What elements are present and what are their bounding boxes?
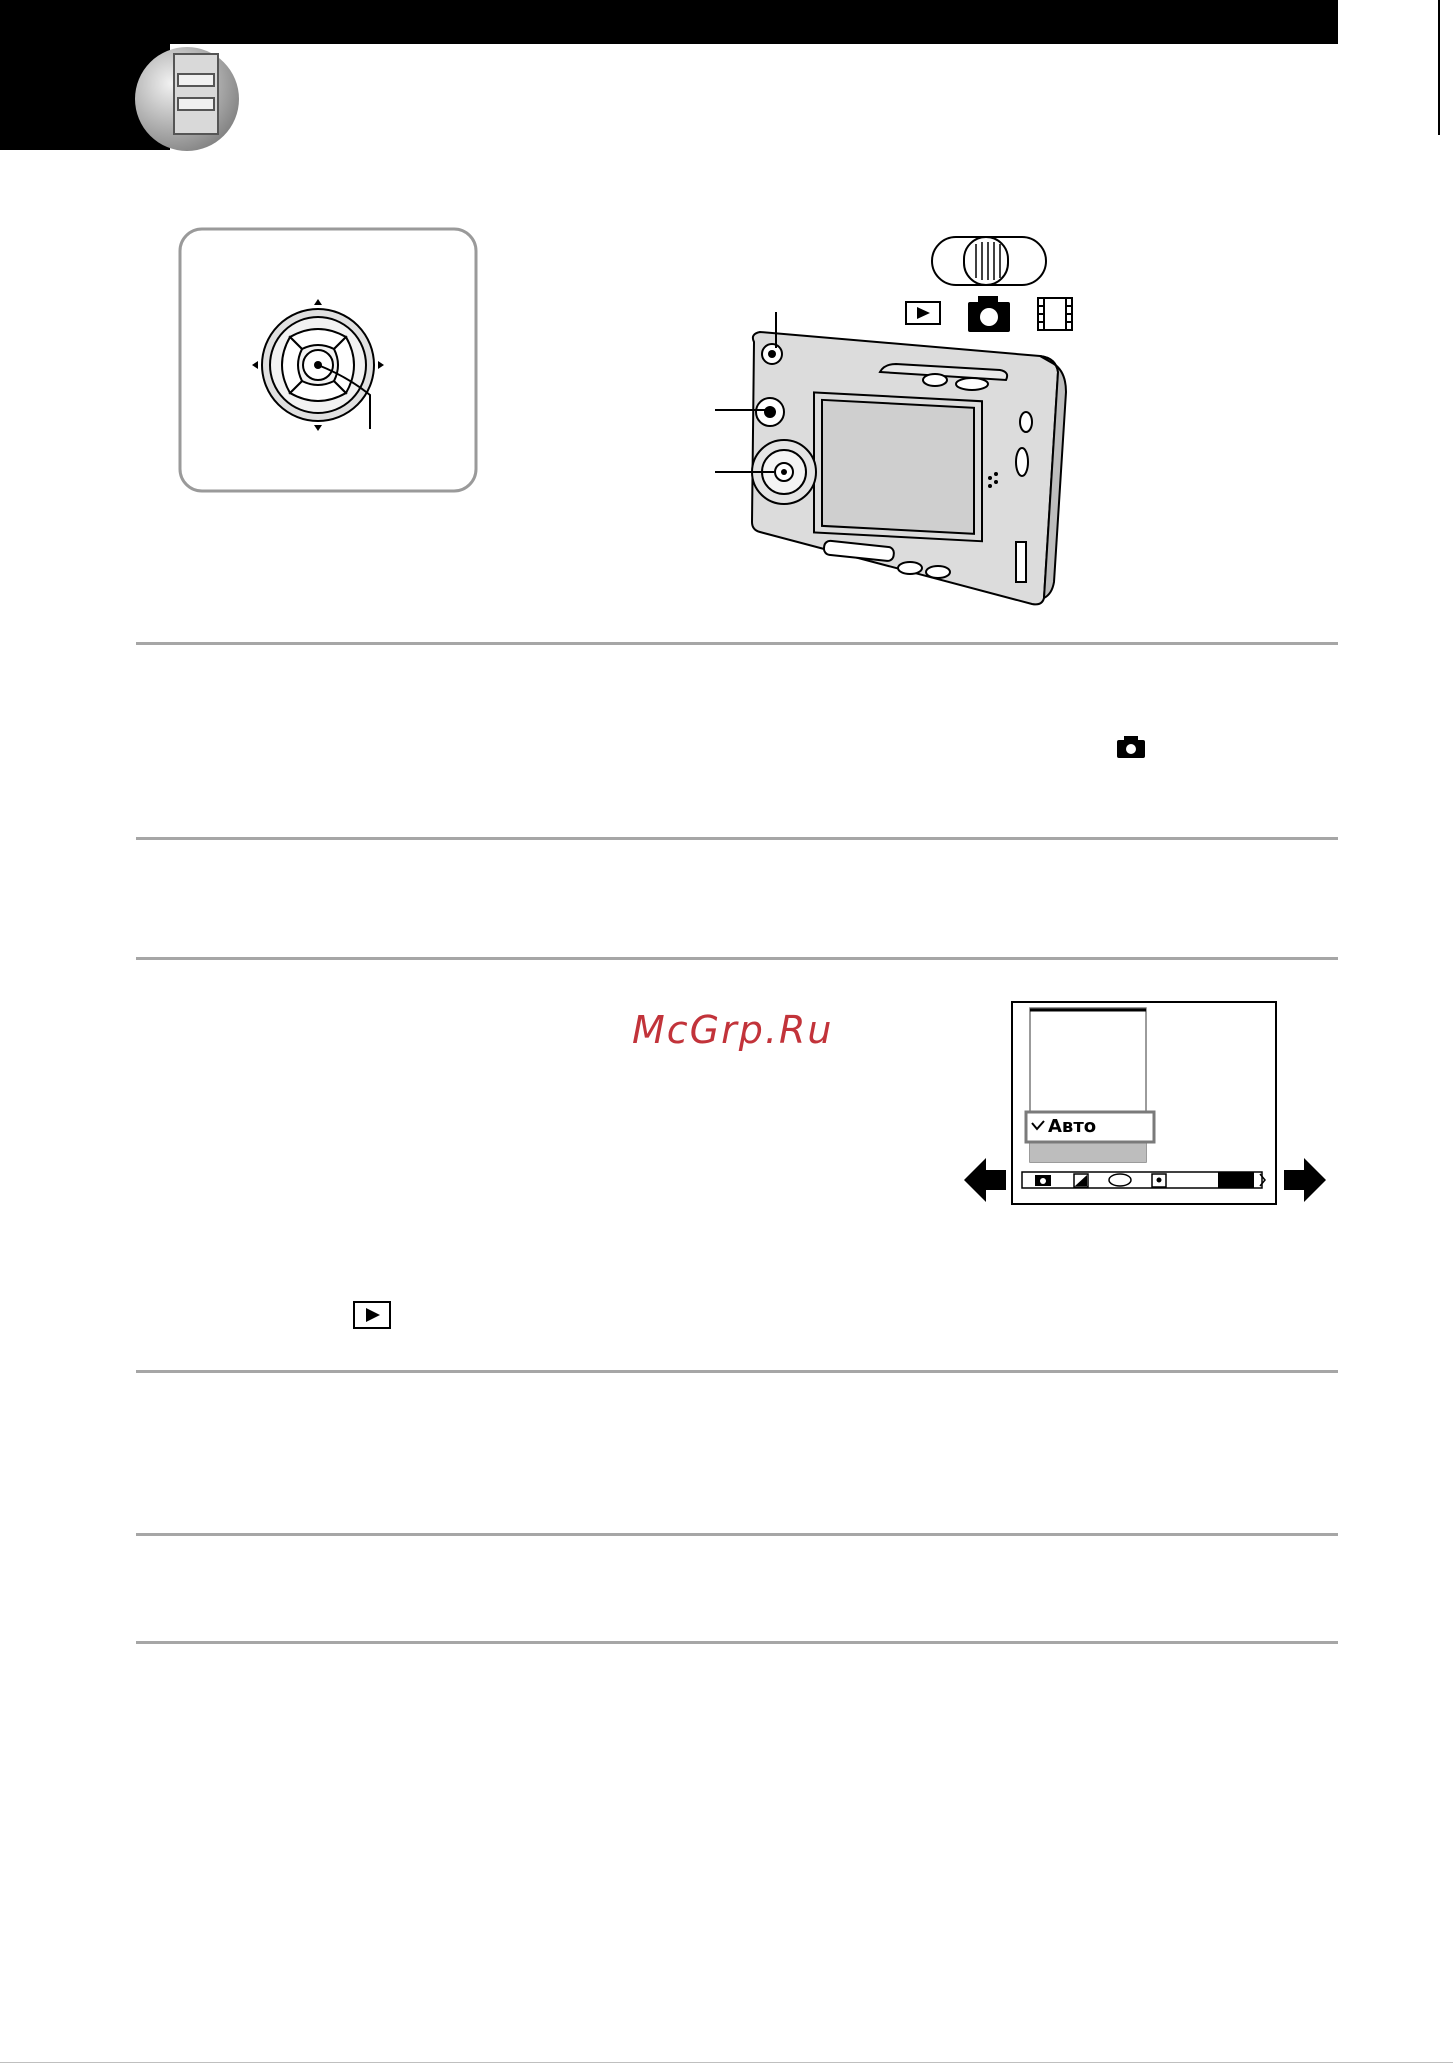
section-divider bbox=[136, 1641, 1338, 1644]
right-edge-line bbox=[1438, 0, 1440, 135]
menu-icon-bar bbox=[1022, 1172, 1265, 1188]
camera-body bbox=[752, 332, 1066, 604]
menu-selected-label: Авто bbox=[1048, 1116, 1097, 1137]
camera-icon bbox=[1116, 735, 1146, 759]
movie-mode-icon bbox=[1038, 298, 1072, 330]
section-divider bbox=[136, 957, 1338, 960]
section-divider bbox=[136, 837, 1338, 840]
section-divider bbox=[136, 1533, 1338, 1536]
control-pad-inset bbox=[178, 227, 478, 493]
index-tab-icon bbox=[132, 44, 242, 154]
section-divider bbox=[136, 642, 1338, 645]
menu-screen-illustration bbox=[960, 998, 1330, 1212]
page-bottom-rule bbox=[0, 2062, 1453, 2063]
section-divider bbox=[136, 1370, 1338, 1373]
mode-switch bbox=[932, 237, 1046, 285]
playback-mode-icon bbox=[906, 302, 940, 324]
playback-icon bbox=[352, 1300, 392, 1330]
camera-illustration bbox=[710, 232, 1110, 607]
arrow-left-icon bbox=[964, 1158, 1006, 1202]
camera-mode-icon bbox=[968, 296, 1010, 332]
watermark: McGrp.Ru bbox=[632, 1008, 834, 1052]
arrow-right-icon bbox=[1284, 1158, 1326, 1202]
header-bar bbox=[0, 0, 1338, 44]
